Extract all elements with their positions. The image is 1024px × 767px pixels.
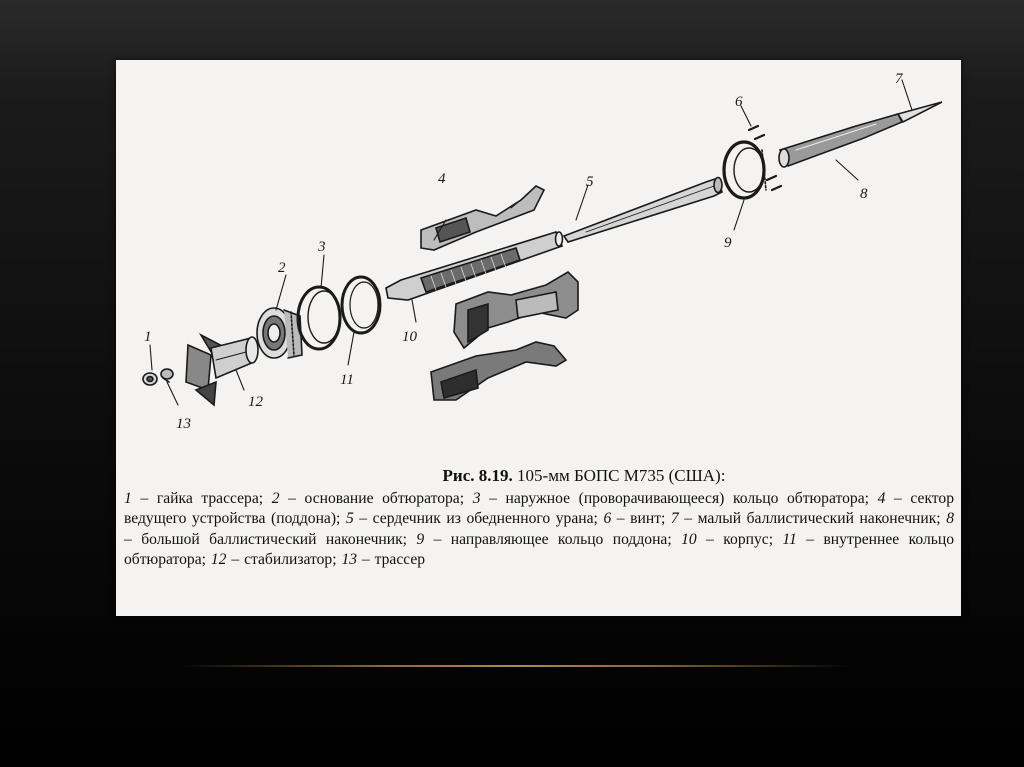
legend-item: 9 – направляющее кольцо поддона; <box>416 530 672 548</box>
legend-item: 13 – трассер <box>341 551 426 568</box>
outer-obturator-ring-part <box>298 287 340 349</box>
tracer-part <box>161 369 173 382</box>
tracer-nut-part <box>143 373 157 385</box>
callout-11: 11 <box>340 372 354 388</box>
legend-item: 3 – наружное (проворачивающееся) кольцо обтюратора; <box>472 489 869 507</box>
legend-item: 5 – сердечник из обедненного урана; <box>345 510 598 527</box>
callout-13: 13 <box>176 416 191 432</box>
legend-item: 11 – внутреннее кольцо обтюратора; <box>124 530 954 568</box>
callout-12: 12 <box>248 394 263 410</box>
guide-ring-part <box>724 142 766 198</box>
callout-6: 6 <box>735 94 743 110</box>
legend-item: 8 – большой баллистический наконечник; <box>124 510 954 548</box>
legend-item: 10 – корпус; <box>681 530 774 548</box>
obturator-base-part <box>257 308 302 358</box>
caption-legend <box>124 489 954 571</box>
small-ballistic-tip-part <box>898 102 942 122</box>
callout-9: 9 <box>724 235 732 251</box>
legend-item: 7 – малый баллистический наконечник; <box>670 510 941 527</box>
legend-item: 2 – основание обтюратора; <box>271 489 465 507</box>
inner-obturator-ring-part <box>342 277 380 333</box>
sabot-sector-lower-part <box>431 342 566 400</box>
callout-7: 7 <box>895 71 903 87</box>
callout-10: 10 <box>402 329 417 345</box>
large-ballistic-cap-part <box>779 114 902 167</box>
slide-divider <box>180 665 850 667</box>
sabot-segment-part <box>454 272 578 348</box>
callout-3: 3 <box>318 239 326 255</box>
legend-item: 6 – винт; <box>603 510 666 527</box>
caption-title <box>214 466 954 487</box>
legend-item: 12 – стабилизатор; <box>210 551 337 568</box>
callout-2: 2 <box>278 260 286 276</box>
callout-8: 8 <box>860 186 868 202</box>
figure-number: Рис. 8.19. <box>442 466 513 485</box>
figure-card <box>116 60 961 616</box>
figure-title: 105-мм БОПС M735 (США): <box>517 466 726 485</box>
sabot-sector-part <box>421 186 544 250</box>
callout-1: 1 <box>144 329 152 345</box>
legend-item: 1 – гайка трассера; <box>124 489 264 507</box>
callout-4: 4 <box>438 171 446 187</box>
callout-5: 5 <box>586 174 594 190</box>
figure-caption <box>124 466 954 571</box>
legend-item: 4 – сектор ведущего устройства (поддона); <box>124 489 955 527</box>
